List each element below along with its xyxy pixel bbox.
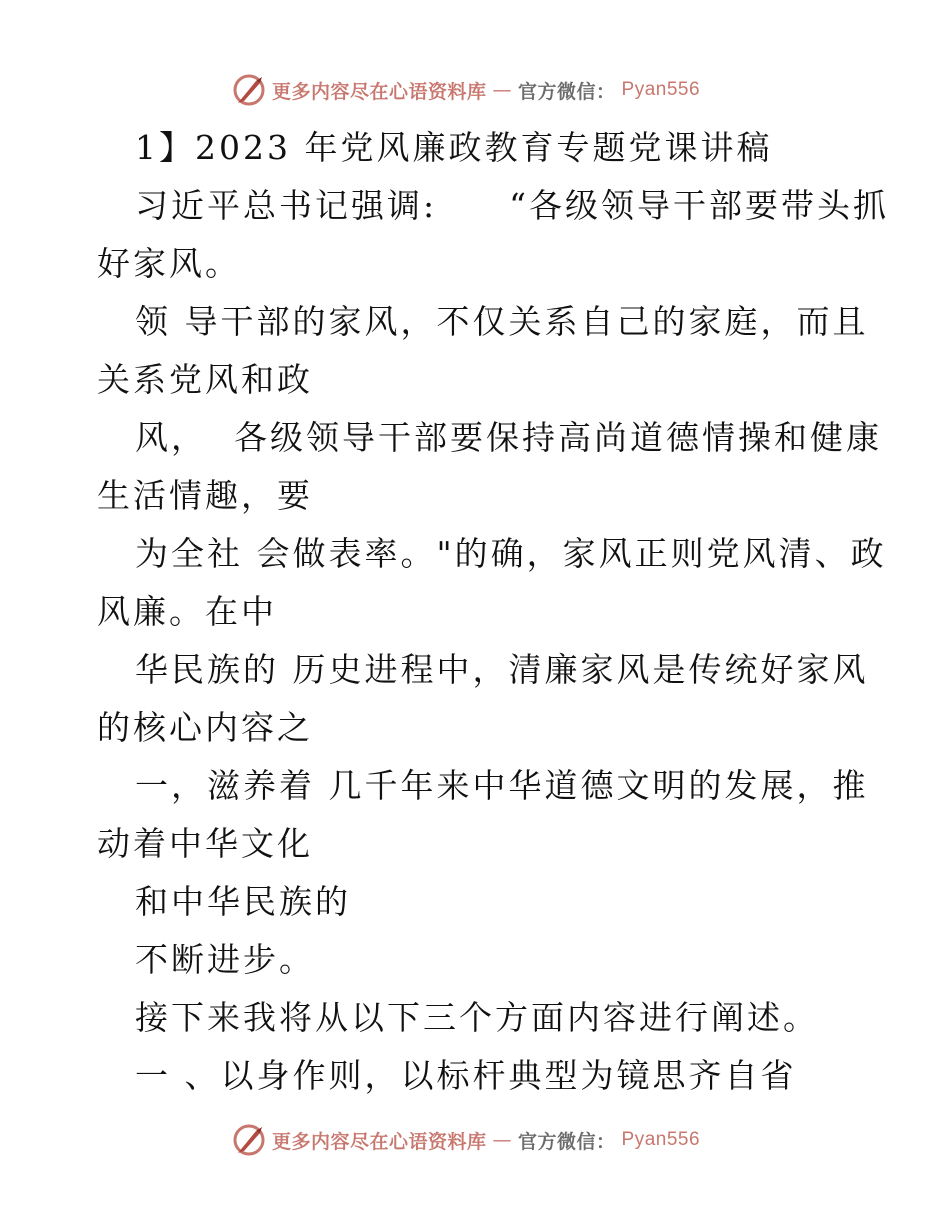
section-heading: 一 、以身作则，以标杆典型为镜思齐自省 [135,1056,797,1095]
quill-pen-seal-icon [232,1123,266,1157]
watermark-separator: — [492,1129,513,1151]
watermark-official-label: 官方微信： [518,80,616,103]
body-line: 动着中华文化 [97,824,313,863]
body-line: 领 导干部的家风，不仅关系自己的家庭，而且 [135,302,869,341]
body-line: 关系党风和政 [97,360,313,399]
watermark-separator: — [492,79,513,101]
watermark-main-text: 更多内容尽在心语资料库 [272,80,487,103]
body-line: 的核心内容之 [97,708,313,747]
body-line: 接下来我将从以下三个方面内容进行阐述。 [135,998,819,1037]
footer-watermark [232,1122,700,1158]
watermark-wechat-id: Pyan556 [621,79,701,100]
body-line: 华民族的 历史进程中，清廉家风是传统好家风 [135,650,869,689]
body-line: 为全社 会做表率。"的确，家风正则党风清、政 [135,534,887,573]
watermark-wechat-id: Pyan556 [621,1129,701,1150]
watermark-main-text: 更多内容尽在心语资料库 [272,1130,487,1153]
body-line: 好家风。 [97,244,241,283]
watermark-official-label: 官方微信： [518,1130,616,1153]
body-line: 和中华民族的 [135,882,351,921]
body-line: 风， 各级领导干部要保持高尚道德情操和健康 [135,418,882,457]
body-line: 一，滋养着 几千年来中华道德文明的发展，推 [135,766,869,805]
body-line: 风廉。在中 [97,592,277,631]
body-line: 习近平总书记强调: “各级领导干部要带头抓 [135,186,889,225]
header-watermark [232,72,700,108]
document-title: 1】2023 年党风廉政教育专题党课讲稿 [135,128,773,167]
body-line: 生活情趣，要 [97,476,313,515]
body-line: 不断进步。 [135,940,315,979]
quill-pen-seal-icon [232,73,266,107]
